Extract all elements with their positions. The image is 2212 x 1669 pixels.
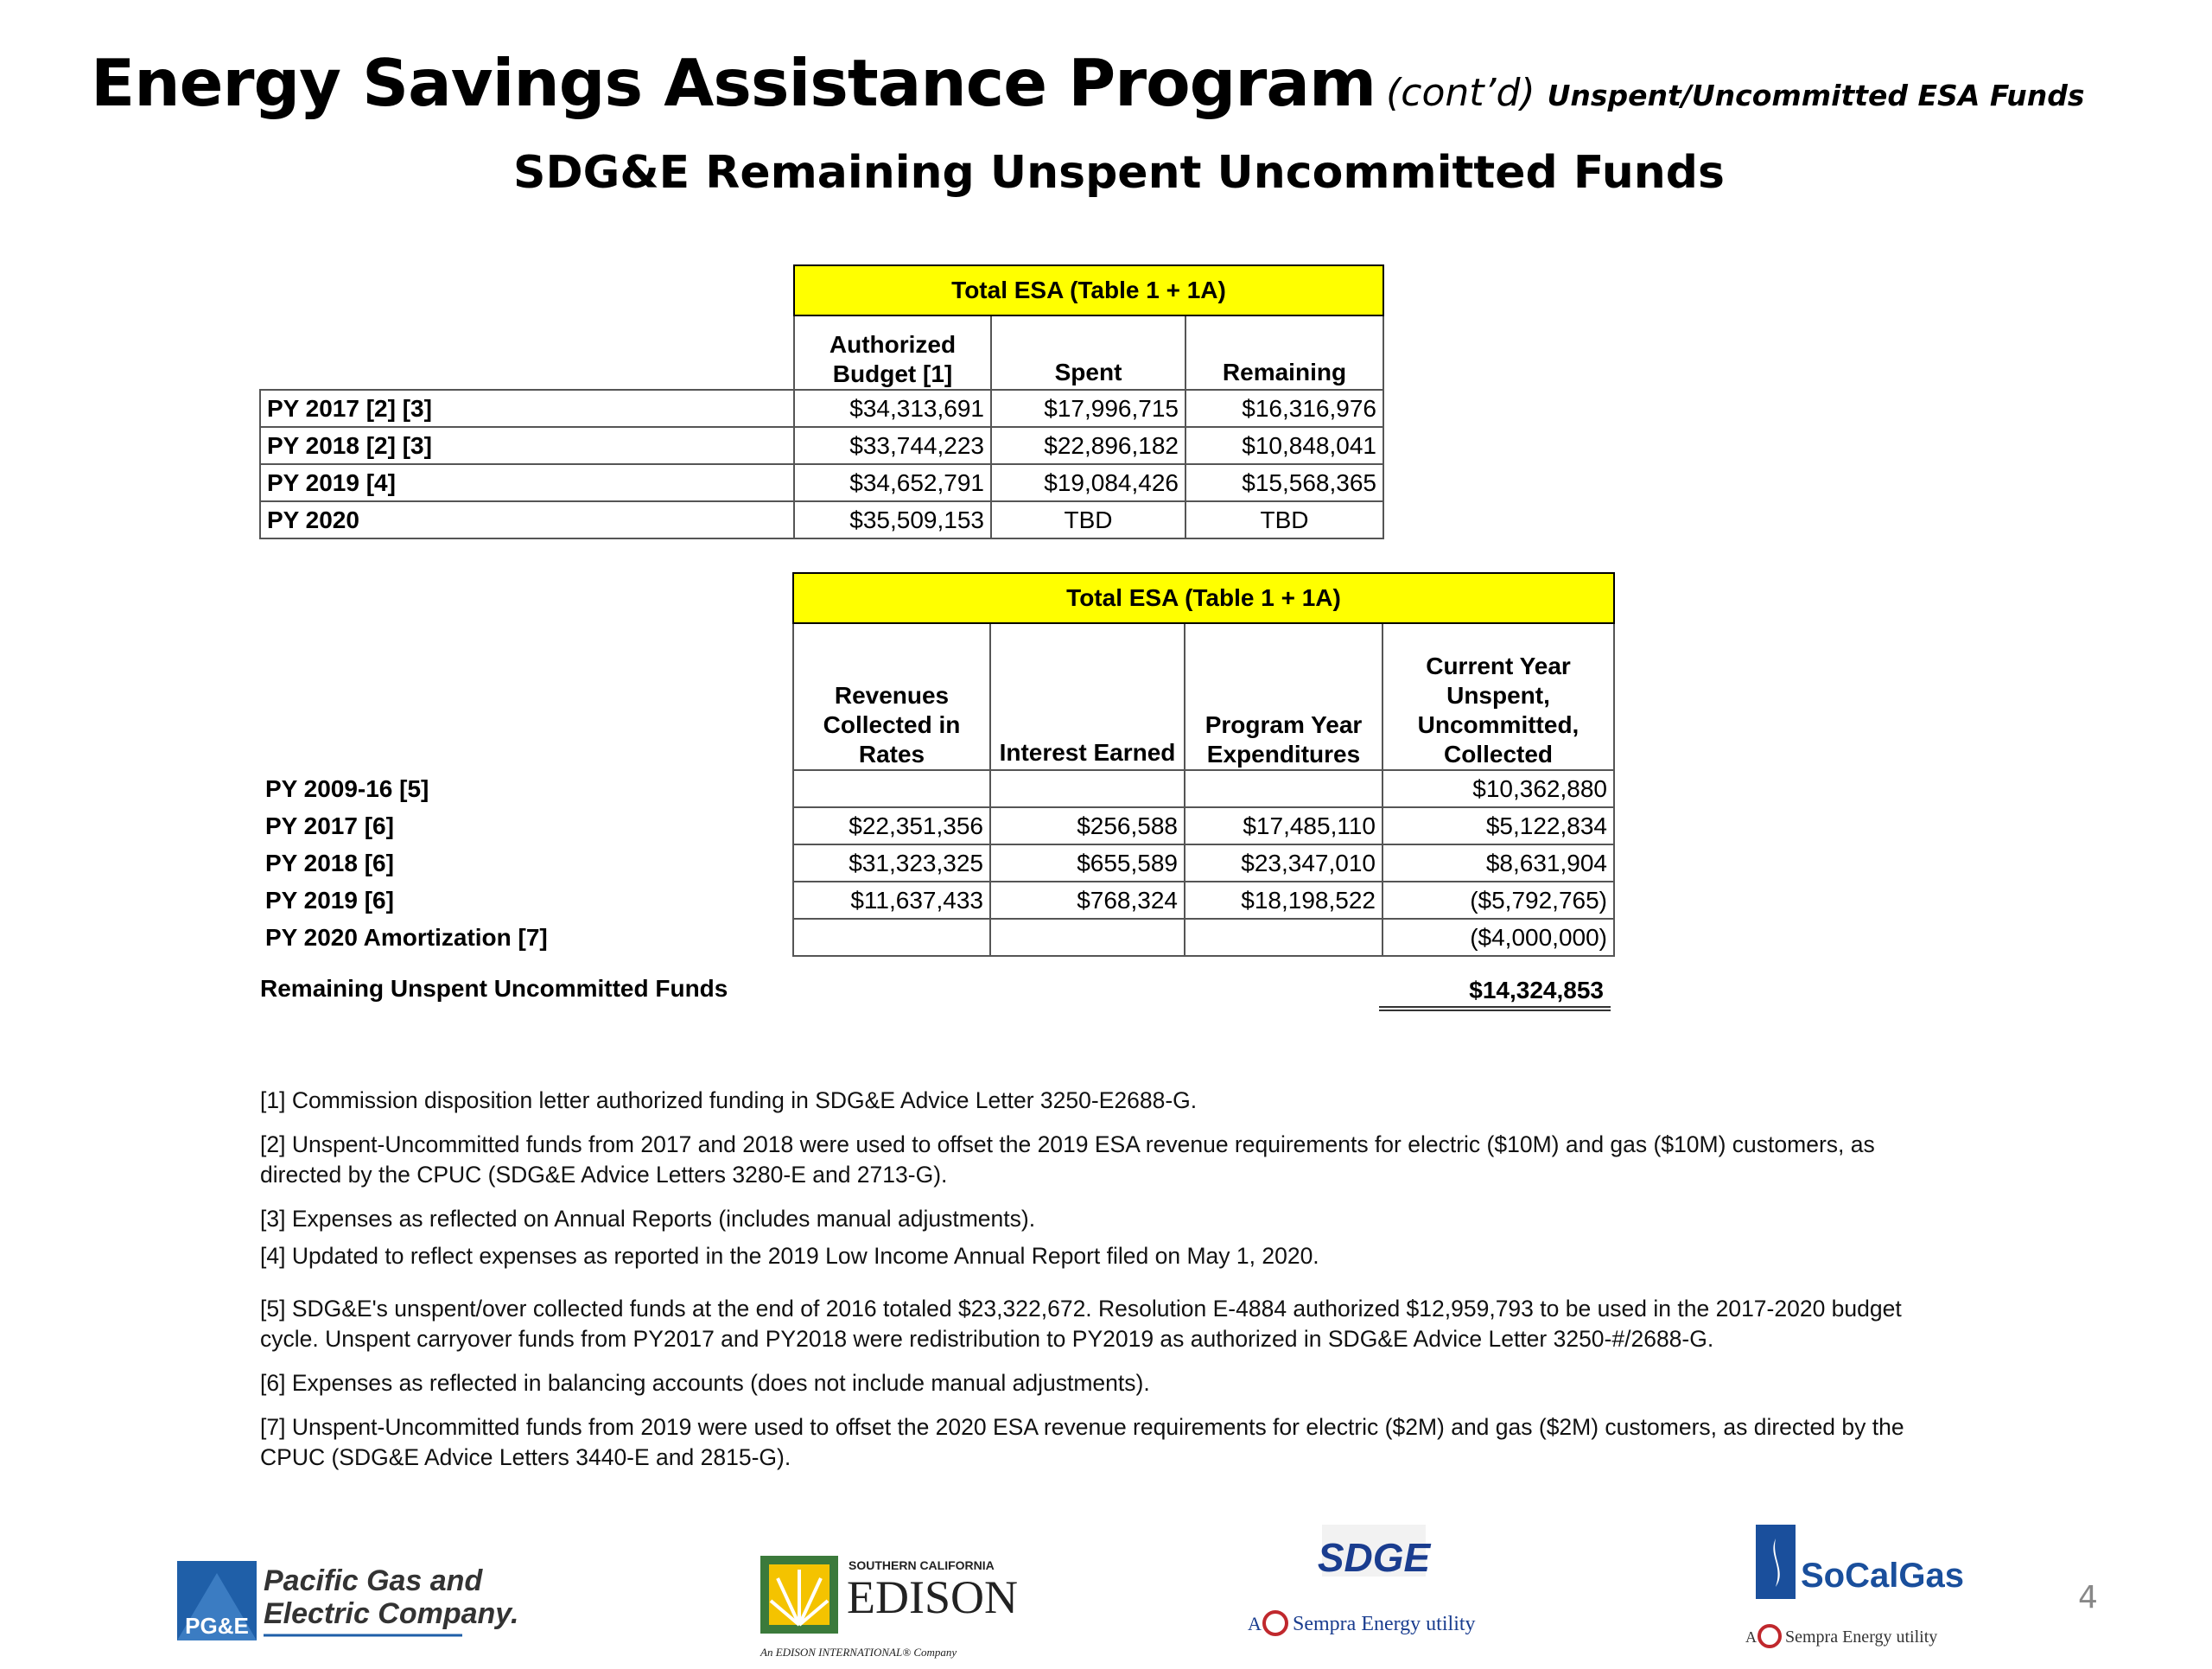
table-row — [259, 844, 1614, 882]
cell-budget: $34,652,791 — [794, 464, 991, 501]
row-label: PY 2018 [2] [3] — [260, 427, 794, 464]
slide-subtitle: SDG&E Remaining Unspent Uncommitted Funds — [513, 147, 1725, 199]
page-number: 4 — [2078, 1580, 2098, 1615]
pge-line2: Electric Company. — [264, 1597, 519, 1630]
row-label: PY 2019 [6] — [265, 886, 394, 914]
footnote: [6] Expenses as reflected in balancing accounts (does not include manual adjustments). — [260, 1370, 1150, 1396]
edison-top: SOUTHERN CALIFORNIA — [849, 1558, 995, 1572]
table-row — [259, 770, 1614, 807]
sdge-name: SDGE — [1317, 1535, 1431, 1580]
table1-col-remaining: Remaining — [1185, 315, 1383, 390]
footnote: [4] Updated to reflect expenses as reported in the 2019 Low Income Annual Report filed on May 1, 2020. — [260, 1243, 1319, 1269]
total-value: $14,324,853 — [1379, 975, 1611, 1011]
socal-sub: Sempra Energy utility — [1785, 1628, 1938, 1647]
table2-col-current: Current Year Unspent, Uncommitted, Collected — [1382, 623, 1614, 770]
table2-col-revenues: Revenues Collected in Rates — [793, 623, 990, 770]
row-label: PY 2017 [6] — [265, 812, 394, 839]
cell-spent: $17,996,715 — [991, 390, 1185, 427]
cell-expenditures: $18,198,522 — [1185, 882, 1382, 919]
footnote: [3] Expenses as reflected on Annual Reports (includes manual adjustments). — [260, 1206, 1036, 1232]
table2-blank-head — [259, 623, 793, 770]
cell-spent: TBD — [991, 501, 1185, 538]
cell-expenditures — [1185, 919, 1382, 956]
title-sub: Unspent/Uncommitted ESA Funds — [1547, 79, 2085, 112]
row-label: PY 2020 Amortization [7] — [265, 923, 548, 951]
row-label: PY 2009-16 [5] — [265, 774, 429, 802]
title-main: Energy Savings Assistance Program — [91, 45, 1376, 121]
socal-name: SoCalGas — [1801, 1557, 1964, 1595]
table-row — [259, 882, 1614, 919]
cell-budget: $33,744,223 — [794, 427, 991, 464]
cell-current: $5,122,834 — [1382, 807, 1614, 844]
footnote: [5] SDG&E's unspent/over collected funds at the end of 2016 totaled $23,322,672. Resolution E-4884 authorized $12,959,793 to be used in the 2017-2020 budget cycle. Unspent carryover funds from PY2017 and PY2018 were redistribution to PY2019 as authorized in SDG&E Advice Letter 3250-#/2688-G. — [260, 1296, 1902, 1352]
socal-prefix: A — [1745, 1628, 1757, 1646]
title-contd: (cont’d) — [1386, 71, 1535, 115]
edison-logo — [760, 1544, 1046, 1669]
cell-budget: $35,509,153 — [794, 501, 991, 538]
edison-name: EDISON — [847, 1571, 1018, 1623]
row-label: PY 2018 [6] — [265, 849, 394, 876]
slide-title — [91, 45, 2085, 121]
row-label: PY 2020 — [260, 501, 794, 538]
table-row — [260, 501, 1383, 538]
edison-sub: An EDISON INTERNATIONAL® Company — [760, 1646, 957, 1659]
pge-logo — [177, 1547, 519, 1647]
table-row — [260, 427, 1383, 464]
total-label: Remaining Unspent Uncommitted Funds — [260, 975, 728, 1002]
sempra-icon — [1264, 1612, 1287, 1634]
footnotes — [260, 1086, 1919, 1487]
sdge-logo — [1244, 1519, 1503, 1645]
table2-group-header: Total ESA (Table 1 + 1A) — [793, 573, 1614, 623]
table1-col-budget: Authorized Budget [1] — [794, 315, 991, 390]
cell-remaining: $10,848,041 — [1185, 427, 1383, 464]
cell-revenues — [793, 919, 990, 956]
table1-group-header: Total ESA (Table 1 + 1A) — [794, 265, 1383, 315]
socalgas-logo — [1737, 1521, 1964, 1655]
cell-revenues: $22,351,356 — [793, 807, 990, 844]
cell-current: $8,631,904 — [1382, 844, 1614, 882]
cell-interest: $768,324 — [990, 882, 1185, 919]
table-row — [260, 390, 1383, 427]
table1-corner — [260, 265, 794, 315]
cell-remaining: $16,316,976 — [1185, 390, 1383, 427]
footnote: [1] Commission disposition letter authorized funding in SDG&E Advice Letter 3250-E2688-G. — [260, 1087, 1198, 1113]
cell-revenues: $31,323,325 — [793, 844, 990, 882]
cell-current: $10,362,880 — [1382, 770, 1614, 807]
cell-expenditures: $23,347,010 — [1185, 844, 1382, 882]
cell-spent: $19,084,426 — [991, 464, 1185, 501]
funds-table — [259, 572, 1615, 957]
cell-budget: $34,313,691 — [794, 390, 991, 427]
cell-interest — [990, 919, 1185, 956]
footer-logos — [0, 1513, 2212, 1659]
row-label: PY 2019 [4] — [260, 464, 794, 501]
cell-interest — [990, 770, 1185, 807]
budget-table — [259, 264, 1384, 539]
footnote: [7] Unspent-Uncommitted funds from 2019 were used to offset the 2020 ESA revenue requirements for electric ($2M) and gas ($2M) customers, as directed by the CPUC (SDG&E Advice Letters 3440-E and 2815-G). — [260, 1414, 1904, 1470]
table2-col-expenditures: Program Year Expenditures — [1185, 623, 1382, 770]
footnote: [2] Unspent-Uncommitted funds from 2017 and 2018 were used to offset the 2019 ESA revenue requirements for electric ($10M) and gas ($10M) customers, as directed by the CPUC (SDG&E Advice Letters 3280-E and 2713-G). — [260, 1131, 1875, 1188]
sempra-icon — [1759, 1626, 1780, 1647]
pge-mark: PG&E — [185, 1613, 249, 1639]
table-row — [260, 464, 1383, 501]
cell-remaining: $15,568,365 — [1185, 464, 1383, 501]
cell-revenues: $11,637,433 — [793, 882, 990, 919]
table1-blank-head — [260, 315, 794, 390]
sdge-prefix: A — [1248, 1613, 1262, 1634]
table1-col-spent: Spent — [991, 315, 1185, 390]
row-label: PY 2017 [2] [3] — [260, 390, 794, 427]
cell-spent: $22,896,182 — [991, 427, 1185, 464]
cell-expenditures — [1185, 770, 1382, 807]
cell-current: ($4,000,000) — [1382, 919, 1614, 956]
cell-interest: $256,588 — [990, 807, 1185, 844]
sdge-sub: Sempra Energy utility — [1293, 1613, 1476, 1635]
table-row — [259, 919, 1614, 956]
table2-corner — [259, 573, 793, 623]
cell-remaining: TBD — [1185, 501, 1383, 538]
cell-current: ($5,792,765) — [1382, 882, 1614, 919]
cell-expenditures: $17,485,110 — [1185, 807, 1382, 844]
cell-revenues — [793, 770, 990, 807]
cell-interest: $655,589 — [990, 844, 1185, 882]
table2-col-interest: Interest Earned — [990, 623, 1185, 770]
pge-line1: Pacific Gas and — [264, 1564, 483, 1597]
table-row — [259, 807, 1614, 844]
